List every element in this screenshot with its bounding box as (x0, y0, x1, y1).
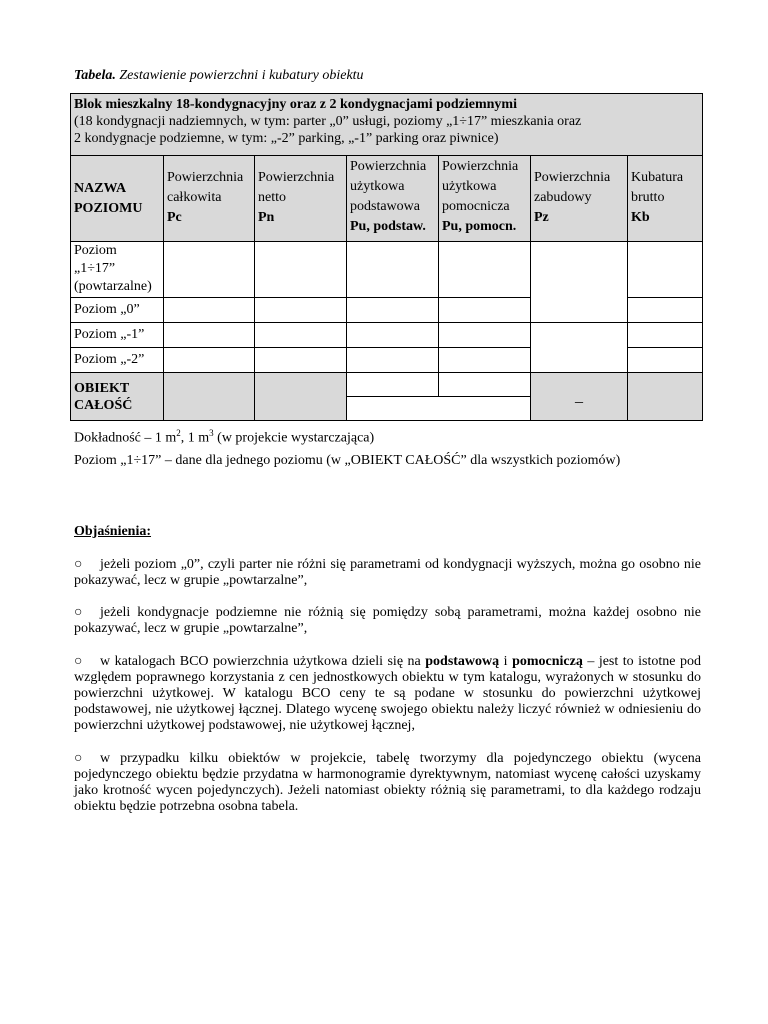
cell-pc-level-minus-2[interactable] (164, 348, 255, 373)
row-label-total-1: OBIEKT (74, 380, 130, 396)
col-header-pu-podst-l3: podstawowa (350, 199, 420, 214)
cell-kb-repeated[interactable] (628, 242, 703, 298)
level-name-header-2: POZIOMU (74, 200, 143, 216)
bullet-icon: ○ (74, 654, 83, 669)
col-header-pu-pomocn-l1: Powierzchnia (442, 159, 519, 174)
cell-pu-podst-level-0[interactable] (347, 298, 439, 323)
level-name-header-1: NAZWA (74, 180, 127, 196)
row-label-repeated-l3: (powtarzalne) (74, 279, 152, 294)
explanation-item-2 (74, 605, 701, 637)
row-label-level-0: Poziom „0” (71, 298, 164, 323)
cell-pu-podst-repeated[interactable] (347, 242, 439, 298)
col-header-pu-pomocn-sym: Pu, pomocn. (442, 219, 517, 234)
cell-pn-level-minus-2[interactable] (255, 348, 347, 373)
explanation-text-3a: w katalogach BCO powierzchnia użytkowa dzieli się na (100, 654, 426, 669)
row-label-repeated-l1: Poziom (74, 243, 117, 258)
col-header-pc-sym: Pc (167, 210, 182, 225)
col-header-pc (164, 156, 255, 242)
cell-pu-podst-total[interactable] (347, 373, 439, 397)
explanation-bold-pomocnicza: pomocniczą (512, 654, 583, 669)
col-header-pu-podst-l2: użytkowa (350, 179, 405, 194)
cell-pn-repeated[interactable] (255, 242, 347, 298)
accuracy-note-a: Dokładność – 1 m (74, 430, 177, 446)
caption-text: Zestawienie powierzchni i kubatury obiektu (119, 68, 364, 83)
cell-pn-level-0[interactable] (255, 298, 347, 323)
cell-pu-pomocn-total[interactable] (439, 373, 531, 397)
col-header-pc-l2: całkowita (167, 190, 222, 205)
col-header-pu-podst-l1: Powierzchnia (350, 159, 427, 174)
cell-pc-level-0[interactable] (164, 298, 255, 323)
caption-label: Tabela. (74, 68, 116, 83)
explanation-item-3 (74, 654, 701, 734)
col-header-pu-podst-sym: Pu, podstaw. (350, 219, 426, 234)
cell-pu-podst-level-minus-2[interactable] (347, 348, 439, 373)
col-header-pn-l1: Powierzchnia (258, 170, 335, 185)
row-label-repeated-l2: „1÷17” (74, 261, 116, 276)
accuracy-note-sup1: 2 (176, 428, 181, 438)
cell-pu-pomocn-level-minus-2[interactable] (439, 348, 531, 373)
row-label-total-2: CAŁOŚĆ (74, 397, 133, 413)
cell-pz-upper[interactable] (531, 242, 628, 323)
cell-kb-total (628, 373, 703, 421)
explanation-item-1 (74, 557, 701, 589)
explanation-item-4 (74, 751, 701, 815)
col-header-kb-l2: brutto (631, 190, 665, 205)
col-header-pc-l1: Powierzchnia (167, 170, 244, 185)
cell-pu-pomocn-level-minus-1[interactable] (439, 323, 531, 348)
accuracy-note (74, 428, 374, 447)
row-label-level-minus-2: Poziom „-2” (71, 348, 164, 373)
col-header-kb (628, 156, 703, 242)
block-desc-2: 2 kondygnacje podziemne, w tym: „-2” parking, „-1” parking oraz piwnice) (74, 131, 499, 146)
accuracy-note-sup2: 3 (209, 428, 214, 438)
explanation-text-1: jeżeli poziom „0”, czyli parter nie różni się parametrami od kondygnacji wyższych, można go osobno nie pokazywać, lecz w grupie „powtarzalne”, (74, 557, 701, 588)
block-title: Blok mieszkalny 18-kondygnacyjny oraz z 2 kondygnacjami podziemnymi (74, 97, 517, 112)
bullet-icon: ○ (74, 751, 83, 766)
cell-kb-level-minus-2[interactable] (628, 348, 703, 373)
accuracy-note-c: (w projekcie wystarczająca) (213, 430, 375, 446)
cell-pc-level-minus-1[interactable] (164, 323, 255, 348)
cell-pu-pomocn-level-0[interactable] (439, 298, 531, 323)
cell-pu-podst-level-minus-1[interactable] (347, 323, 439, 348)
col-header-pz-sym: Pz (534, 210, 549, 225)
explanations-title: Objaśnienia: (74, 524, 152, 539)
row-label-total (71, 373, 164, 421)
cell-kb-level-minus-1[interactable] (628, 323, 703, 348)
cell-pu-total-combined[interactable] (347, 397, 531, 421)
block-header-cell (71, 94, 703, 156)
table-caption (74, 68, 364, 84)
row-label-level-minus-1: Poziom „-1” (71, 323, 164, 348)
col-header-kb-l1: Kubatura (631, 170, 684, 185)
bullet-icon: ○ (74, 605, 83, 620)
explanation-text-3d: – jest to istotne pod względem poprawnego korzystania z cen jednostkowych obiektu w tym katalogu, wyrażonych w stosunku do powierzchni użytkowej. W katalogu BCO ceny te są podane w stosunku do powierzchni użytkowej podstawowej, nie użytkowej łącznej. Dlatego wycenę swojego obiektu należy liczyć również w odniesieniu do powierzchni użytkowej podstawowej, nie użytkowej łącznej, (74, 654, 702, 733)
col-header-pz-l2: zabudowy (534, 190, 592, 205)
cell-kb-level-0[interactable] (628, 298, 703, 323)
cell-pu-pomocn-repeated[interactable] (439, 242, 531, 298)
explanation-bold-podstawowa: podstawową (425, 654, 500, 669)
col-header-kb-sym: Kb (631, 210, 650, 225)
col-header-pz-l1: Powierzchnia (534, 170, 611, 185)
col-header-pz (531, 156, 628, 242)
bullet-icon: ○ (74, 557, 83, 572)
explanation-text-2: jeżeli kondygnacje podziemne nie różnią się pomiędzy sobą parametrami, można każdej osobno nie pokazywać, lecz w grupie „powtarzalne”, (74, 605, 701, 636)
area-volume-table (70, 93, 703, 421)
cell-pz-total: _ (531, 373, 628, 421)
col-header-pu-pomocn-l2: użytkowa (442, 179, 497, 194)
col-header-pu-podst (347, 156, 439, 242)
col-header-pu-pomocn (439, 156, 531, 242)
explanation-text-3c: i (499, 654, 513, 669)
level-name-header (71, 156, 164, 242)
cell-pn-level-minus-1[interactable] (255, 323, 347, 348)
explanation-text-4: w przypadku kilku obiektów w projekcie, tabelę tworzymy dla pojedynczego obiektu (wycena pojedynczego obiektu będzie przydatna w harmonogramie dyrektywnym, natomiast wycenę całości uzyskamy jako krotność wycen pojedynczych). Jeżeli natomiast obiekty różnią się parametrami, to dla każdego rodzaju obiektu będzie potrzebna osobna tabela. (74, 751, 701, 814)
cell-pz-lower[interactable] (531, 323, 628, 373)
accuracy-note-b: , 1 m (180, 430, 210, 446)
cell-pc-total (164, 373, 255, 421)
level-note: Poziom „1÷17” – dane dla jednego poziomu (w „OBIEKT CAŁOŚĆ” dla wszystkich poziomów) (74, 453, 621, 468)
col-header-pn-sym: Pn (258, 210, 275, 225)
block-desc-1: (18 kondygnacji nadziemnych, w tym: parter „0” usługi, poziomy „1÷17” mieszkania oraz (74, 114, 582, 129)
row-label-repeated (71, 242, 164, 298)
cell-pn-total (255, 373, 347, 421)
col-header-pu-pomocn-l3: pomocnicza (442, 199, 510, 214)
col-header-pn (255, 156, 347, 242)
cell-pc-repeated[interactable] (164, 242, 255, 298)
col-header-pn-l2: netto (258, 190, 286, 205)
